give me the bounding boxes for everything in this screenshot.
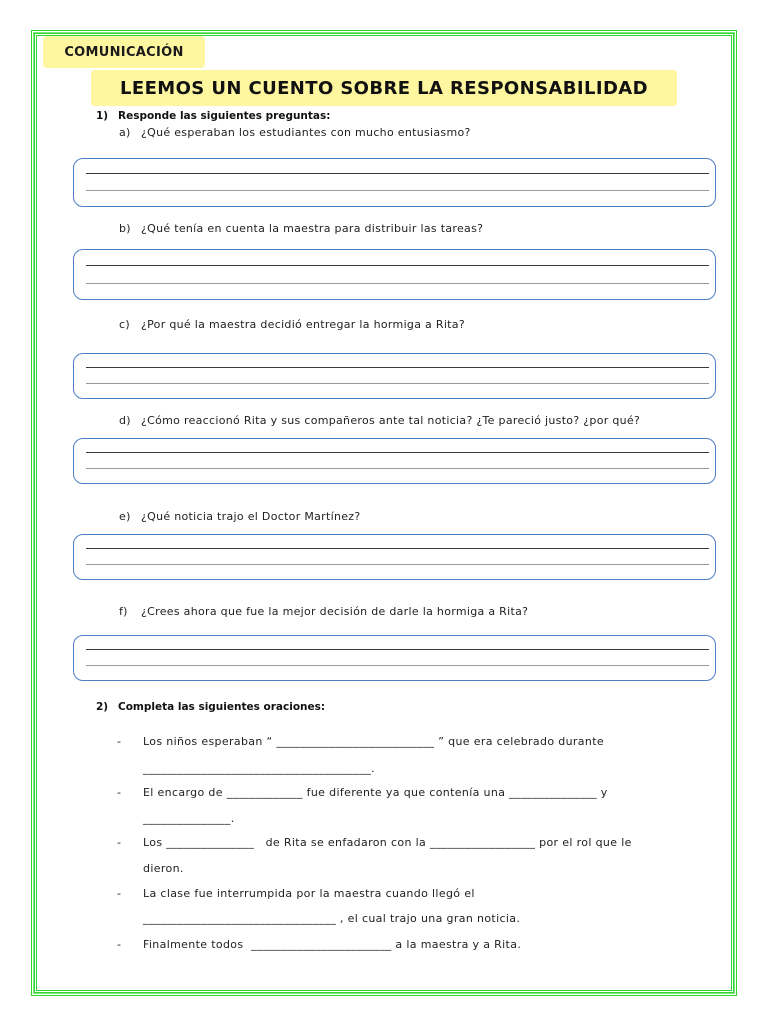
question-text: ¿Cómo reaccionó Rita y sus compañeros ante tal noticia? ¿Te pareció justo? ¿por qué?	[141, 414, 641, 427]
answer-box-e[interactable]	[73, 534, 716, 580]
answer-line[interactable]	[86, 665, 709, 666]
sentence-2-line-2[interactable]: _______________.	[143, 812, 235, 825]
answer-line[interactable]	[86, 383, 709, 384]
answer-box-c[interactable]	[73, 353, 716, 399]
question-text: ¿Crees ahora que fue la mejor decisión de darle la hormiga a Rita?	[141, 605, 529, 618]
section-1-number: 1)	[96, 110, 109, 122]
sentence-3-line-1[interactable]: Los _______________ de Rita se enfadaron con la __________________ por el rol que le	[143, 836, 632, 849]
question-text: ¿Qué tenía en cuenta la maestra para distribuir las tareas?	[141, 222, 484, 235]
question-c	[119, 318, 465, 331]
answer-line[interactable]	[86, 283, 709, 284]
section-2-number: 2)	[96, 701, 109, 713]
sentence-1-line-2[interactable]: _______________________________________.	[143, 762, 375, 775]
answer-box-d[interactable]	[73, 438, 716, 484]
bullet-dash: -	[117, 836, 121, 849]
section-2-title: Completa las siguientes oraciones:	[118, 701, 326, 713]
answer-line[interactable]	[86, 367, 709, 368]
answer-line[interactable]	[86, 548, 709, 549]
question-letter: b)	[119, 222, 131, 235]
question-letter: c)	[119, 318, 130, 331]
question-letter: d)	[119, 414, 131, 427]
section-1-heading	[96, 110, 330, 122]
sentence-1-line-1[interactable]: Los niños esperaban “ ___________________________ ” que era celebrado durante	[143, 735, 604, 748]
question-d	[119, 414, 640, 427]
answer-line[interactable]	[86, 564, 709, 565]
answer-line[interactable]	[86, 173, 709, 174]
answer-line[interactable]	[86, 265, 709, 266]
question-letter: e)	[119, 510, 131, 523]
bullet-dash: -	[117, 887, 121, 900]
answer-line[interactable]	[86, 468, 709, 469]
question-letter: f)	[119, 605, 128, 618]
bullet-dash: -	[117, 735, 121, 748]
worksheet-title: LEEMOS UN CUENTO SOBRE LA RESPONSABILIDAD	[91, 70, 677, 106]
sentence-3-line-2: dieron.	[143, 862, 184, 875]
bullet-dash: -	[117, 938, 121, 951]
question-f	[119, 605, 528, 618]
sentence-2-line-1[interactable]: El encargo de _____________ fue diferente ya que contenía una _______________ y	[143, 786, 608, 799]
sentence-4-line-2[interactable]: _________________________________ , el cual trajo una gran noticia.	[143, 912, 521, 925]
answer-box-b[interactable]	[73, 249, 716, 300]
question-a	[119, 126, 471, 139]
answer-line[interactable]	[86, 190, 709, 191]
section-1-title: Responde las siguientes preguntas:	[118, 110, 331, 122]
answer-line[interactable]	[86, 649, 709, 650]
answer-line[interactable]	[86, 452, 709, 453]
bullet-dash: -	[117, 786, 121, 799]
question-text: ¿Por qué la maestra decidió entregar la hormiga a Rita?	[141, 318, 465, 331]
question-text: ¿Qué esperaban los estudiantes con mucho entusiasmo?	[141, 126, 471, 139]
answer-box-f[interactable]	[73, 635, 716, 681]
sentence-4-line-1: La clase fue interrumpida por la maestra cuando llegó el	[143, 887, 475, 900]
question-e	[119, 510, 361, 523]
question-b	[119, 222, 483, 235]
sentence-5-line-1[interactable]: Finalmente todos ________________________ a la maestra y a Rita.	[143, 938, 522, 951]
section-2-heading	[96, 701, 325, 713]
answer-box-a[interactable]	[73, 158, 716, 207]
question-letter: a)	[119, 126, 131, 139]
question-text: ¿Qué noticia trajo el Doctor Martínez?	[141, 510, 361, 523]
subject-label: COMUNICACIÓN	[43, 36, 205, 68]
